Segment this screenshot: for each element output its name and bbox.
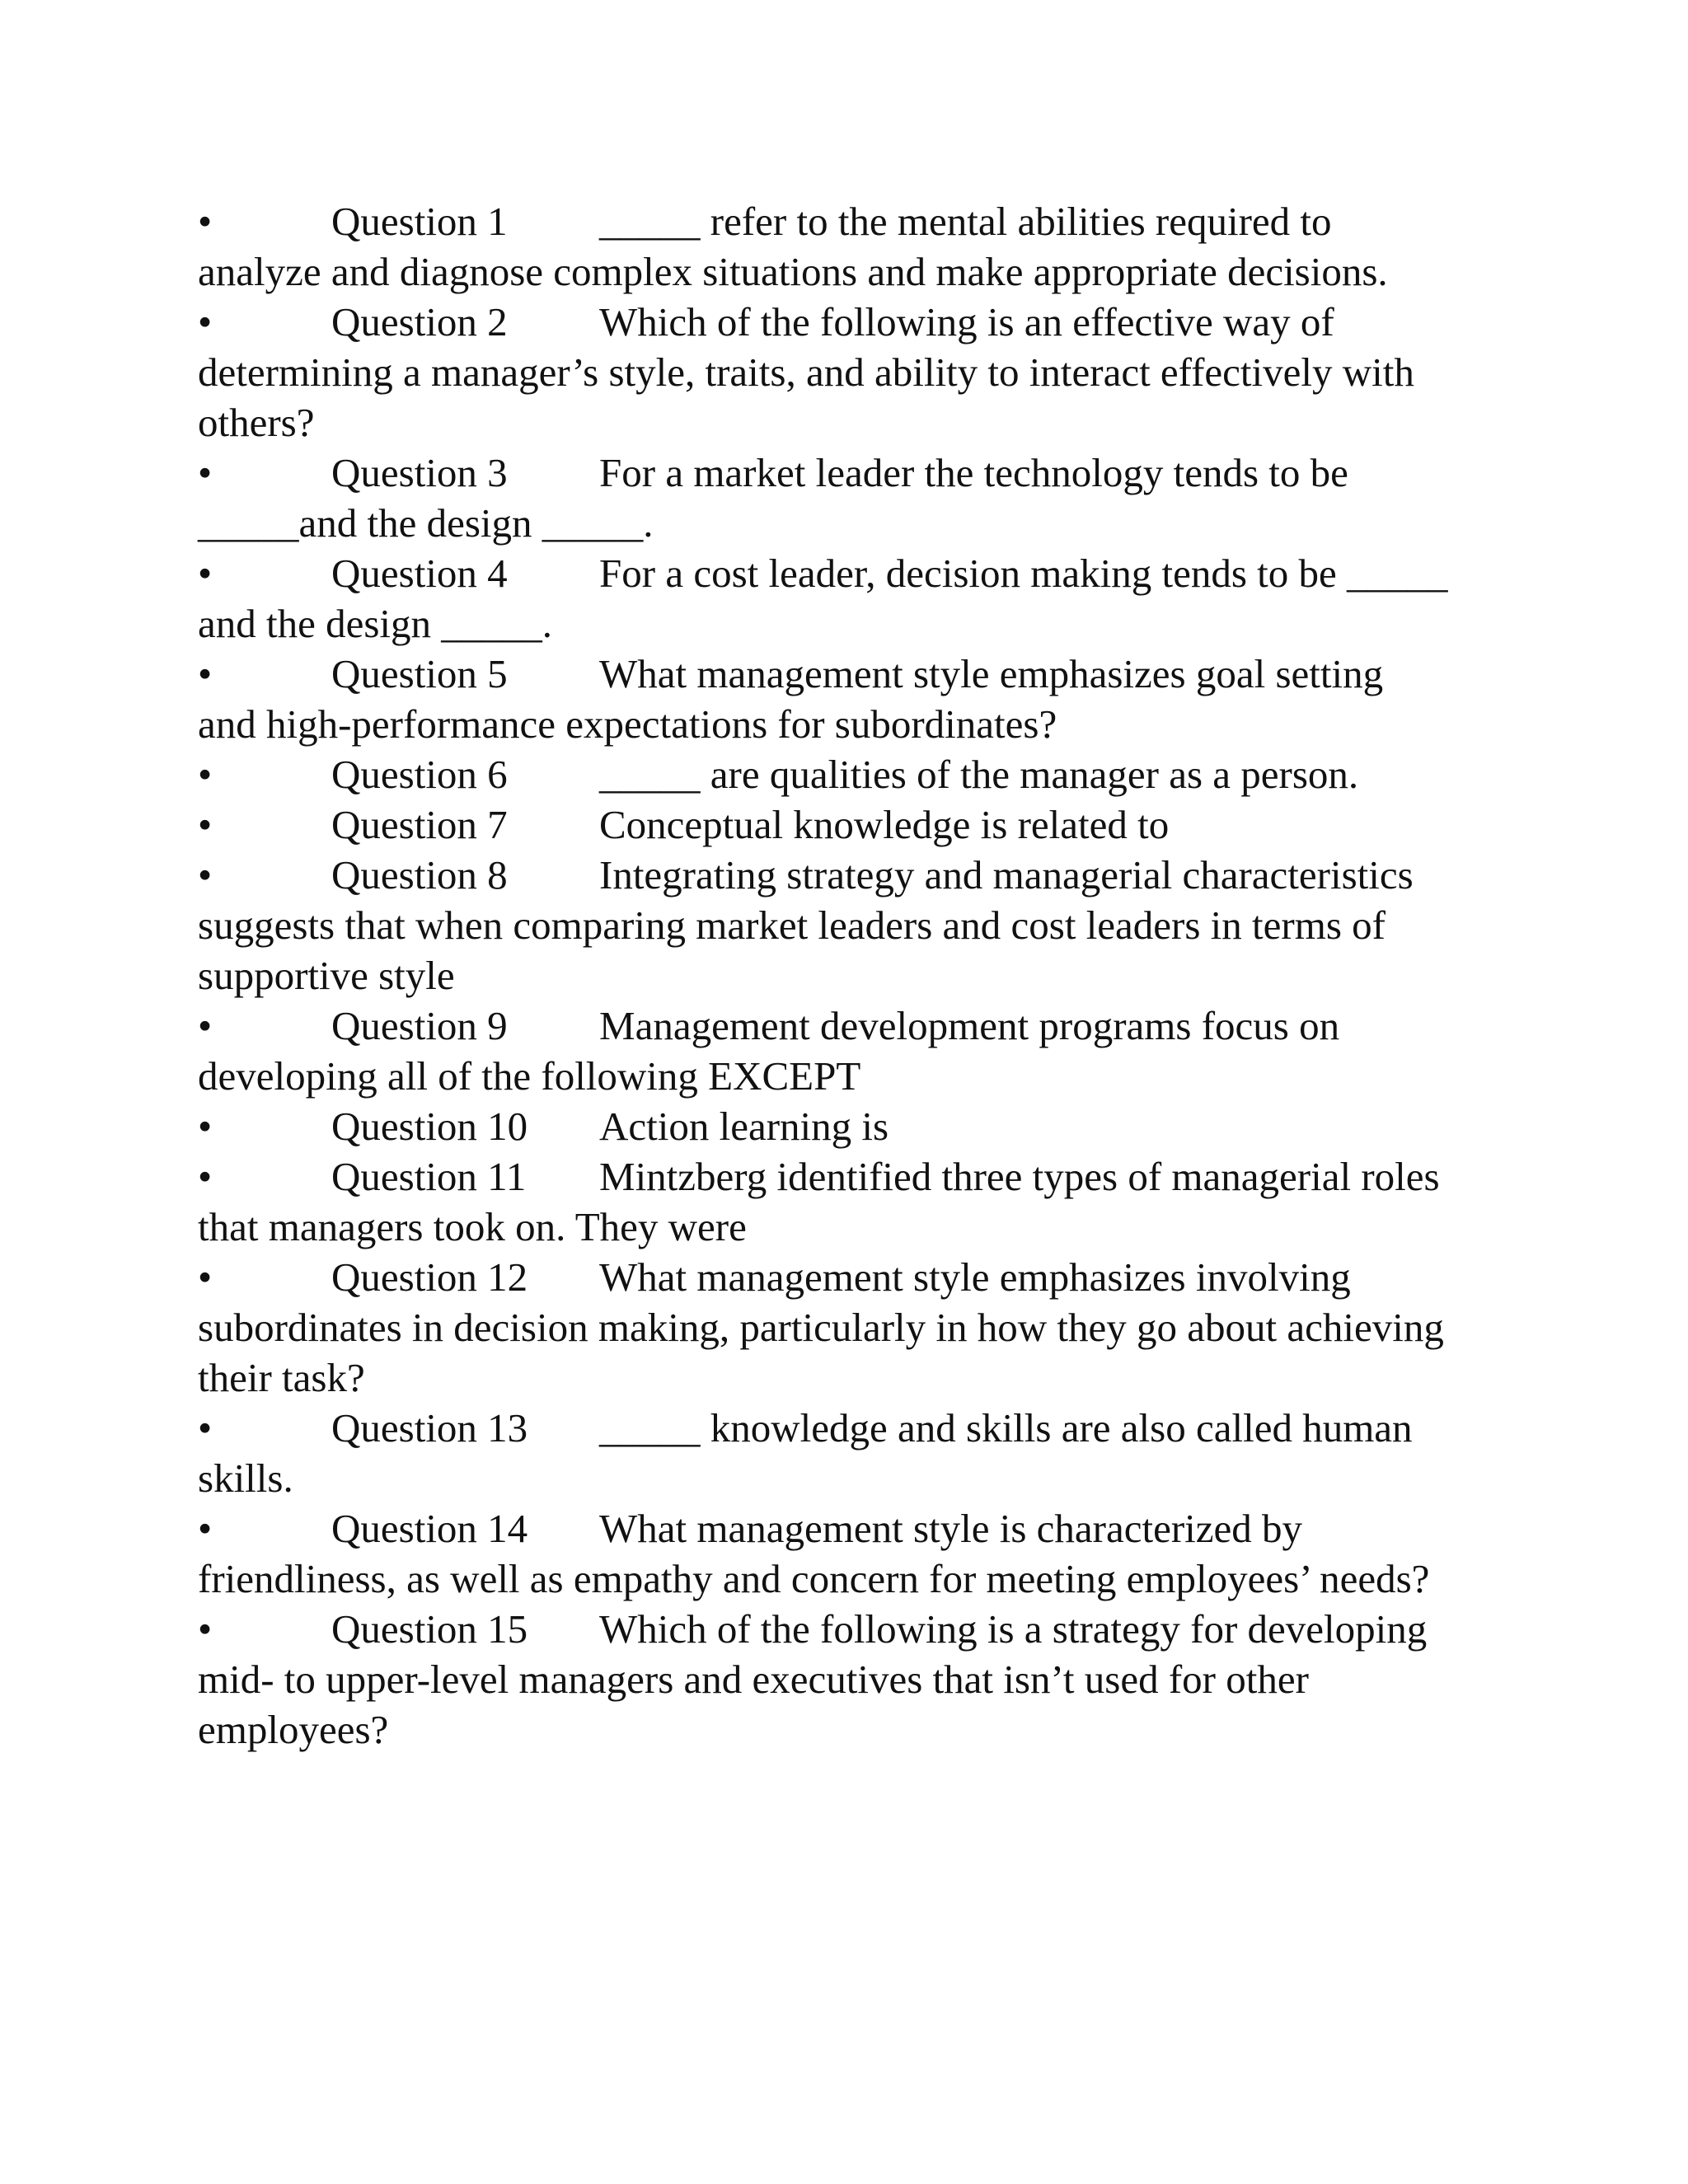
question-text: What management style is characterized by friendliness, as well as empathy and concern for meeting employees’ needs? xyxy=(198,1506,1430,1601)
question-item-7 xyxy=(198,799,1451,850)
question-number: Question 4 xyxy=(331,551,508,596)
question-text: _____ refer to the mental abilities required to analyze and diagnose complex situations and make appropriate decisions. xyxy=(198,199,1388,294)
question-number: Question 6 xyxy=(331,752,508,797)
question-number: Question 8 xyxy=(331,852,508,898)
question-text: What management style emphasizes involving subordinates in decision making, particularly in how they go about achieving their task? xyxy=(198,1254,1444,1400)
question-text: _____ are qualities of the manager as a person. xyxy=(599,752,1359,797)
question-text: Which of the following is an effective way of determining a manager’s style, traits, and ability to interact effectively with others? xyxy=(198,299,1414,445)
question-number: Question 12 xyxy=(331,1254,528,1300)
question-number: Question 15 xyxy=(331,1606,528,1652)
question-item-2 xyxy=(198,297,1451,448)
question-number: Question 10 xyxy=(331,1104,528,1149)
question-item-11 xyxy=(198,1151,1451,1252)
question-item-5 xyxy=(198,649,1451,749)
question-number: Question 11 xyxy=(331,1154,527,1199)
bullet: • xyxy=(198,1254,213,1300)
bullet: • xyxy=(198,1154,213,1199)
bullet: • xyxy=(198,1003,213,1048)
question-text: For a market leader the technology tends to be _____and the design _____. xyxy=(198,450,1348,546)
question-text: What management style emphasizes goal setting and high-performance expectations for subordinates? xyxy=(198,651,1384,747)
question-number: Question 5 xyxy=(331,651,508,696)
question-list xyxy=(198,196,1451,1755)
question-text: Action learning is xyxy=(599,1104,889,1149)
question-item-14 xyxy=(198,1503,1451,1604)
question-number: Question 14 xyxy=(331,1506,528,1551)
question-item-3 xyxy=(198,448,1451,548)
bullet: • xyxy=(198,752,213,797)
question-text: Which of the following is a strategy for developing mid- to upper-level managers and executives that isn’t used for other employees? xyxy=(198,1606,1428,1752)
question-item-1 xyxy=(198,196,1451,297)
question-text: Mintzberg identified three types of managerial roles that managers took on. They were xyxy=(198,1154,1440,1249)
question-item-6 xyxy=(198,749,1451,799)
question-item-4 xyxy=(198,548,1451,649)
question-item-13 xyxy=(198,1403,1451,1503)
bullet: • xyxy=(198,199,213,244)
question-item-12 xyxy=(198,1252,1451,1403)
bullet: • xyxy=(198,299,213,344)
bullet: • xyxy=(198,1606,213,1652)
question-item-15 xyxy=(198,1604,1451,1755)
bullet: • xyxy=(198,450,213,495)
question-number: Question 2 xyxy=(331,299,508,344)
bullet: • xyxy=(198,551,213,596)
question-number: Question 1 xyxy=(331,199,508,244)
question-text: For a cost leader, decision making tends to be _____ and the design _____. xyxy=(198,551,1448,646)
question-number: Question 9 xyxy=(331,1003,508,1048)
question-item-9 xyxy=(198,1001,1451,1101)
bullet: • xyxy=(198,1405,213,1451)
bullet: • xyxy=(198,1506,213,1551)
bullet: • xyxy=(198,651,213,696)
bullet: • xyxy=(198,852,213,898)
bullet: • xyxy=(198,1104,213,1149)
question-number: Question 3 xyxy=(331,450,508,495)
question-number: Question 13 xyxy=(331,1405,528,1451)
question-item-8 xyxy=(198,850,1451,1001)
question-text: Conceptual knowledge is related to xyxy=(599,802,1170,847)
bullet: • xyxy=(198,802,213,847)
question-item-10 xyxy=(198,1101,1451,1151)
question-text: Management development programs focus on developing all of the following EXCEPT xyxy=(198,1003,1340,1099)
question-number: Question 7 xyxy=(331,802,508,847)
question-text: Integrating strategy and managerial characteristics suggests that when comparing market leaders and cost leaders in terms of supportive style xyxy=(198,852,1414,998)
question-text: _____ knowledge and skills are also called human skills. xyxy=(198,1405,1413,1501)
